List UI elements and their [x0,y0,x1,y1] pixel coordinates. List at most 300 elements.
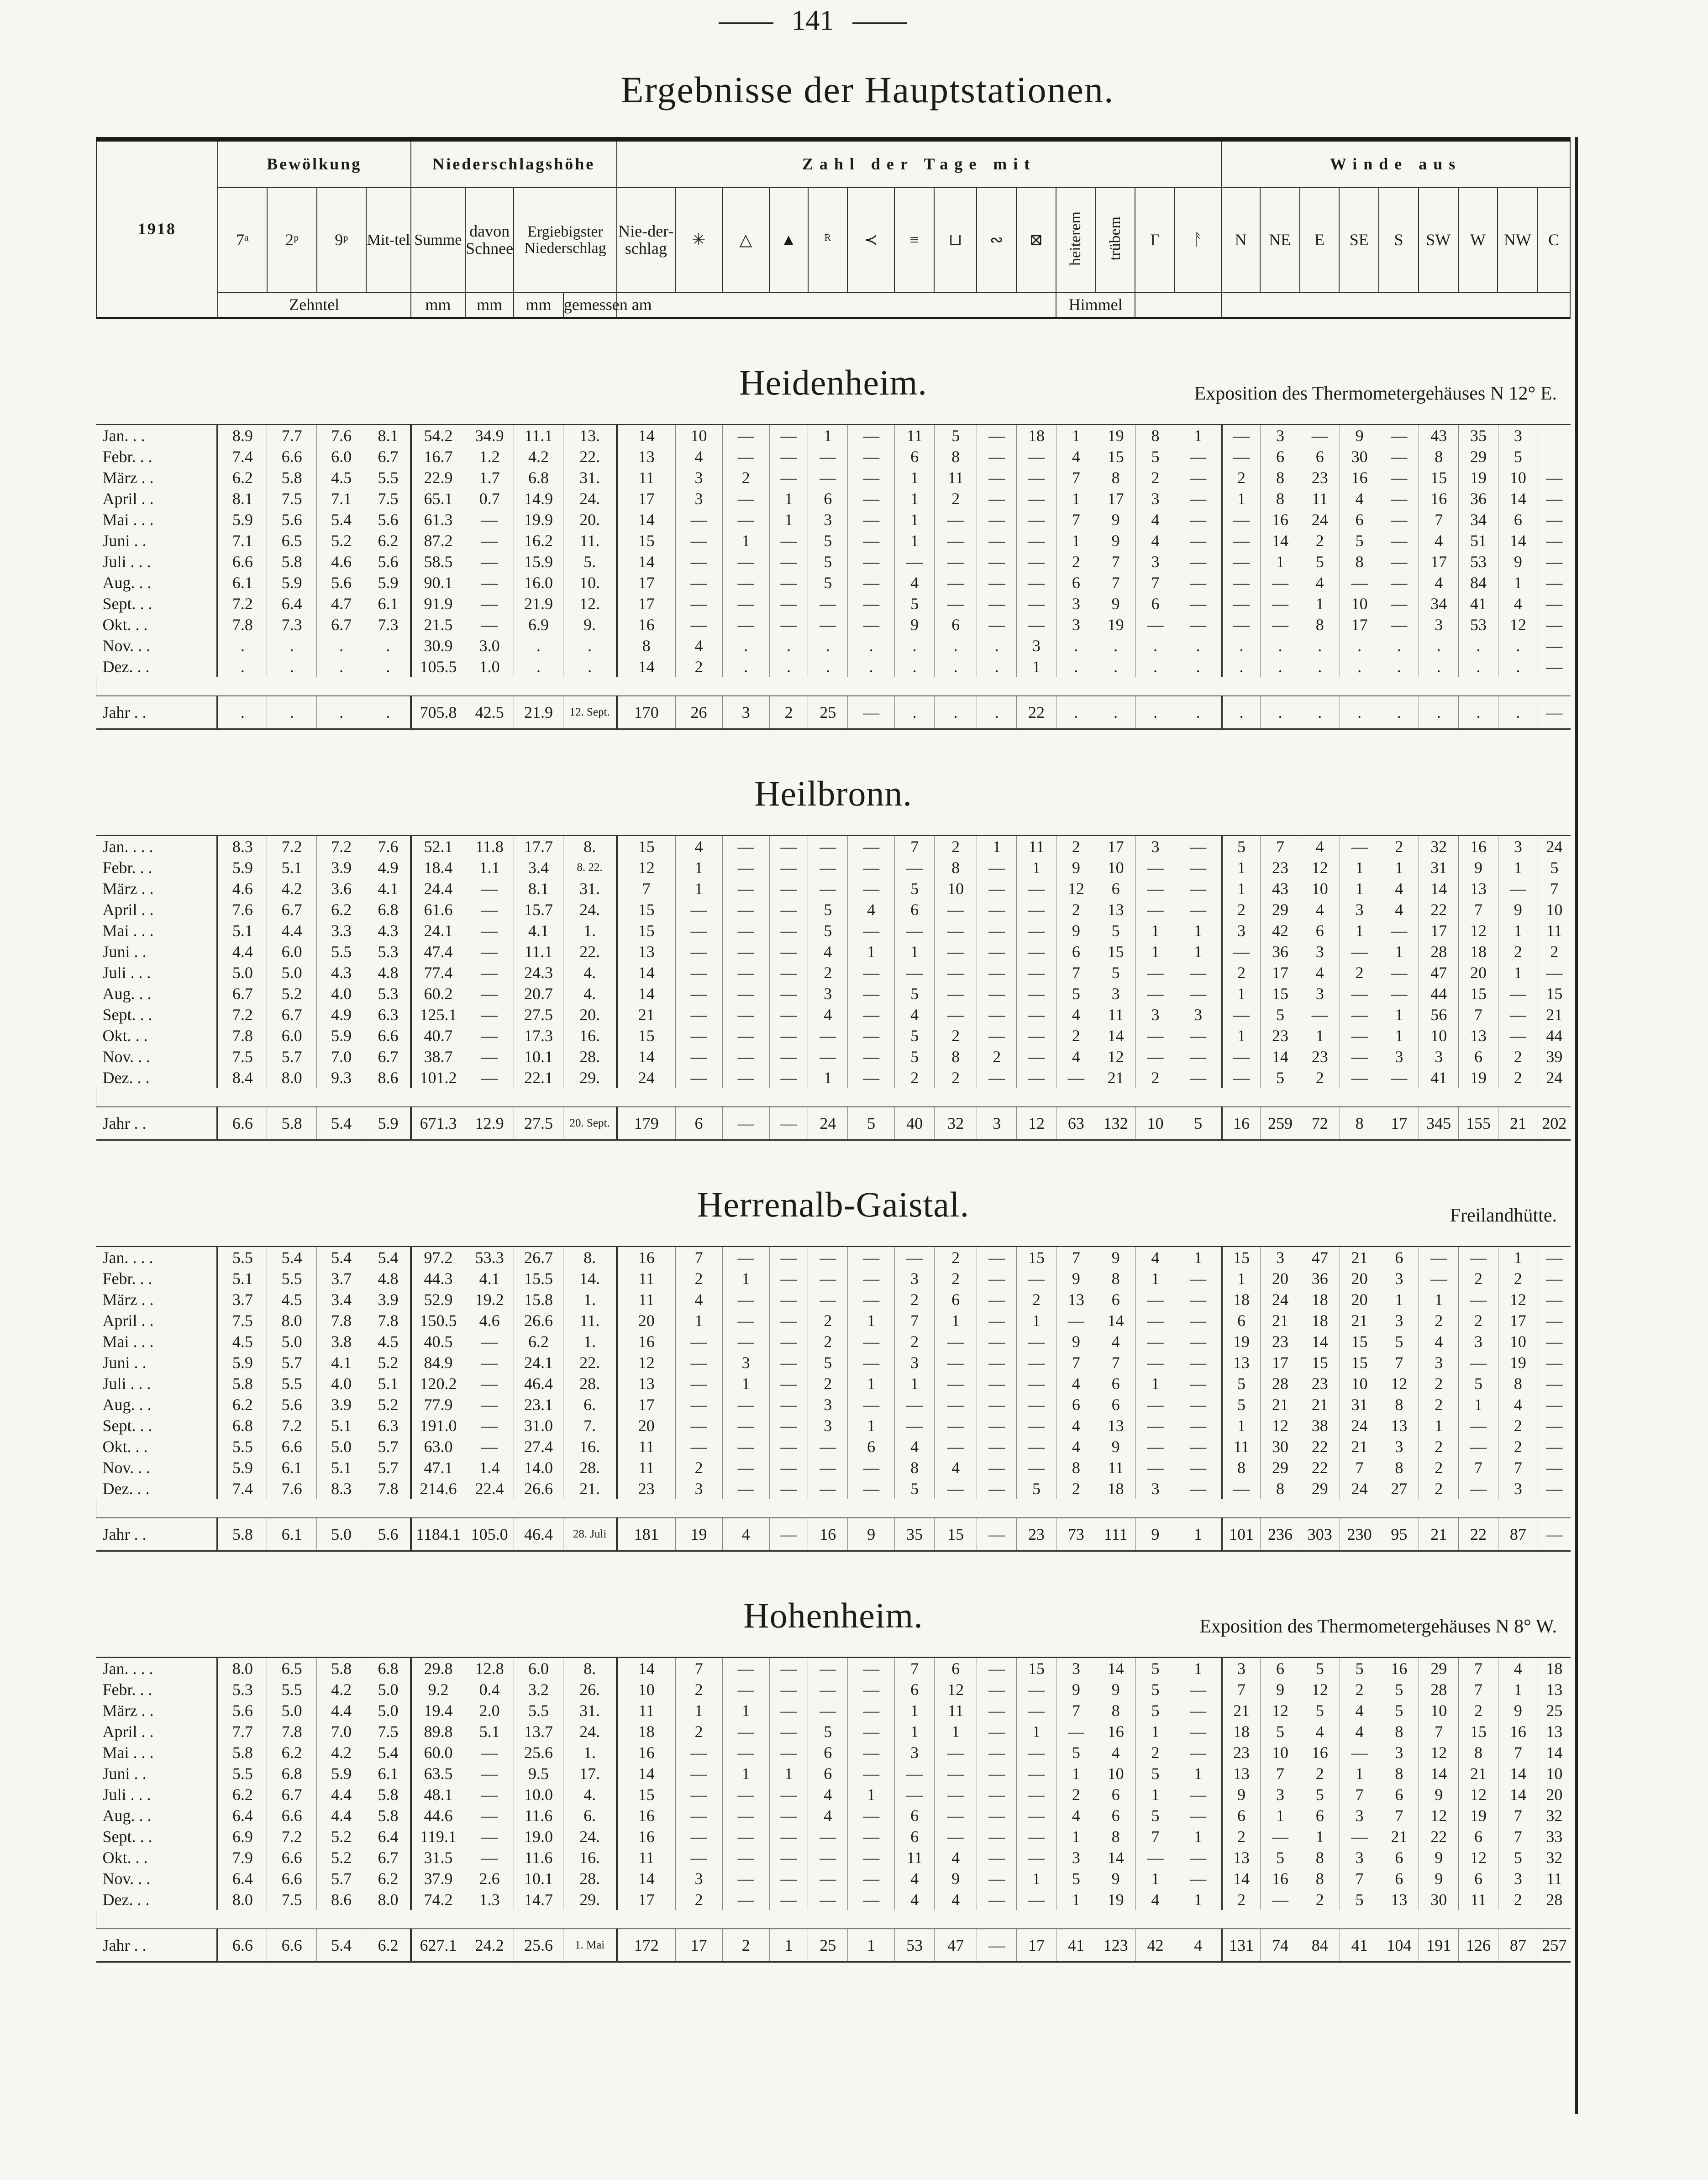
cell-cmean: 4.1 [366,878,411,899]
cell-ddew: — [977,920,1017,941]
cell-wsw: 9 [1419,1784,1459,1805]
cell-ww: 53 [1459,614,1498,635]
cell-ws: 1 [1379,857,1419,878]
cell-wc: — [1538,1310,1571,1331]
cell-dsnowcover: — [1017,1004,1056,1025]
cell-psnow: — [465,1025,514,1046]
month-row [96,1436,1571,1457]
cell-dfog: — [895,920,935,941]
cell-dovercast: 13 [1096,899,1135,920]
cell-dfog: 5 [895,1046,935,1067]
year-total-row [96,1929,1571,1962]
cell-we: 2 [1300,1067,1340,1088]
cell-dovercast: 19 [1096,1889,1135,1910]
cell-dsnow: 4 [675,1289,722,1310]
cell-dfrostday: . [1135,635,1175,656]
cell-dthunder: — [808,857,848,878]
cell-dhail: — [769,1805,808,1826]
cell-pdate: 11. [563,530,617,551]
row-label: Nov. . . [102,1869,151,1888]
cell-wnw: 16 [1498,1721,1538,1742]
cell-c9p: 7.8 [316,1310,366,1331]
cell-dfrost: 9 [935,1868,977,1889]
cell-pdate: 1. Mai [563,1929,617,1962]
cell-dsnowcover: 2 [1017,1289,1056,1310]
cell-wnw: 21 [1498,1107,1538,1140]
cell-c9p: 4.9 [316,1004,366,1025]
cell-psum: 125.1 [411,1004,465,1025]
cell-dclear: — [1056,1310,1096,1331]
cell-dfog: 5 [895,1478,935,1499]
cell-ww: 7 [1459,1658,1498,1680]
cell-wsw: 1 [1419,1415,1459,1436]
cell-dsleet: 3 [722,696,769,729]
cell-dfrost: — [935,1826,977,1847]
cell-pmax: 16.2 [514,530,563,551]
cell-dsnowcover: — [1017,1826,1056,1847]
cell-dsnow: 2 [675,656,722,677]
cell-wnw: 4 [1498,1394,1538,1415]
cell-diceday: — [1175,488,1222,509]
cell-psnow: — [465,509,514,530]
month-row [96,1331,1571,1352]
precip-unit-sum: mm [411,293,465,318]
month-row [96,1415,1571,1436]
cell-dfog: 5 [895,593,935,614]
cell-dthunder: 1 [808,1067,848,1088]
cell-ddew: — [977,1784,1017,1805]
cell-dfrostday: — [1135,1394,1175,1415]
row-label: Jahr . . [96,696,218,729]
cell-dprecip: 14 [617,1763,675,1784]
cell-wse: 230 [1340,1518,1379,1551]
lightning-symbol-icon: ≺ [847,188,894,293]
cell-dthunder: 1 [808,425,848,447]
cell-ww: 6 [1459,1046,1498,1067]
cell-dovercast: 18 [1096,1478,1135,1499]
cell-dprecip: 13 [617,1373,675,1394]
cell-psnow: 4.6 [465,1310,514,1331]
cell-pmax: 4.1 [514,920,563,941]
cell-dsnowcover: — [1017,551,1056,572]
cell-dlightning: — [848,920,895,941]
cell-wne: 10 [1261,1742,1300,1763]
cell-wnw: 7 [1498,1826,1538,1847]
cell-wse: — [1340,572,1379,593]
cell-wc: — [1538,962,1571,983]
cell-diceday: — [1175,1310,1222,1331]
cell-dprecip: 14 [617,1868,675,1889]
cell-dsnow: 26 [675,696,722,729]
cell-wn: 2 [1222,467,1261,488]
cell-dsleet: . [722,635,769,656]
cell-c9p: 3.3 [316,920,366,941]
cell-cmean: 5.2 [366,1394,411,1415]
cell-c7a: 7.2 [217,593,267,614]
cell-wc: 21 [1538,1004,1571,1025]
cell-ww: 41 [1459,593,1498,614]
cell-dfog: — [895,1415,935,1436]
cell-dfrostday: 3 [1135,836,1175,858]
cell-wsw: 30 [1419,1889,1459,1910]
cell-wnw: 17 [1498,1310,1538,1331]
month-row [96,941,1571,962]
cell-dfrost: 4 [935,1847,977,1868]
cell-psnow: — [465,1394,514,1415]
cell-we: 4 [1300,836,1340,858]
cell-pdate: 11. [563,1310,617,1331]
cell-dclear: 9 [1056,920,1096,941]
cell-we: 6 [1300,1805,1340,1826]
cell-diceday: — [1175,509,1222,530]
cell-dfrostday: 2 [1135,1742,1175,1763]
cell-ddew: — [977,962,1017,983]
cell-ddew: — [977,1889,1017,1910]
cell-pmax: 19.9 [514,509,563,530]
cell-dsnow: — [675,551,722,572]
cell-wne: 14 [1261,1046,1300,1067]
cell-wc: — [1538,656,1571,677]
cell-dfog: 3 [895,1268,935,1289]
cell-pmax: 3.2 [514,1679,563,1700]
cell-dsnowcover: — [1017,1268,1056,1289]
cell-dsnowcover: — [1017,1352,1056,1373]
cell-wsw: 31 [1419,857,1459,878]
cell-dhail: — [769,1268,808,1289]
row-label: Mai . . . [102,1332,154,1351]
month-row [96,1868,1571,1889]
cell-ww: 13 [1459,878,1498,899]
cell-psum: 65.1 [411,488,465,509]
cell-ws: — [1379,488,1419,509]
wind-col-ne: NE [1260,188,1300,293]
cell-diceday: — [1175,467,1222,488]
cell-dovercast: 4 [1096,1742,1135,1763]
cell-dprecip: 14 [617,962,675,983]
cell-dsnowcover: — [1017,1331,1056,1352]
cell-dsnow: — [675,1373,722,1394]
cell-wnw: 1 [1498,920,1538,941]
cell-c9p: 3.9 [316,1394,366,1415]
cell-wne: — [1261,593,1300,614]
cell-dovercast: 3 [1096,983,1135,1004]
cell-wse: — [1340,983,1379,1004]
cell-dthunder: . [808,656,848,677]
cell-dfrost: 5 [935,425,977,447]
cell-dsleet: — [722,1289,769,1310]
cell-diceday: — [1175,1373,1222,1394]
cell-ws: 8 [1379,1394,1419,1415]
cell-wn: 14 [1222,1868,1261,1889]
cell-c2p: 4.4 [267,920,317,941]
cell-wne: 43 [1261,878,1300,899]
cell-dfrostday: 5 [1135,1805,1175,1826]
cell-dlightning: — [848,1289,895,1310]
cell-ddew: — [977,425,1017,447]
cell-ws: 7 [1379,1805,1419,1826]
cell-dsleet: — [722,1679,769,1700]
wind-col-e: E [1300,188,1340,293]
cell-we: 38 [1300,1415,1340,1436]
cell-dfrostday: — [1135,1046,1175,1067]
cell-wnw: 1 [1498,572,1538,593]
cell-wsw: 56 [1419,1004,1459,1025]
cell-wnw: . [1498,656,1538,677]
cell-pdate: 1. [563,1289,617,1310]
cell-psnow: — [465,1742,514,1763]
cell-wse: 5 [1340,1889,1379,1910]
cell-wnw: — [1498,878,1538,899]
cell-dsnow: — [675,1847,722,1868]
cell-dfrost: — [935,1415,977,1436]
cell-diceday: — [1175,1700,1222,1721]
cell-c9p: . [316,696,366,729]
cell-wn: 5 [1222,836,1261,858]
cell-c7a: 5.3 [217,1679,267,1700]
cell-ww: 19 [1459,1805,1498,1826]
cell-dsleet: — [722,857,769,878]
cell-dsleet: — [722,1107,769,1140]
cell-dprecip: 15 [617,1025,675,1046]
cell-c9p: 5.2 [316,1826,366,1847]
cell-cmean: 7.3 [366,614,411,635]
cell-dclear: 63 [1056,1107,1096,1140]
cell-dovercast: 11 [1096,1004,1135,1025]
cell-wnw: 9 [1498,551,1538,572]
row-label: Juni . . [102,1764,147,1783]
cell-dclear: 9 [1056,1268,1096,1289]
cell-pmax: 15.5 [514,1268,563,1289]
cell-dlightning: 1 [848,941,895,962]
cell-pdate: 20. [563,1004,617,1025]
station-heading [96,1141,1571,1246]
cell-psnow: 3.0 [465,635,514,656]
cell-wc: 2 [1538,941,1571,962]
cell-dclear: 1 [1056,1826,1096,1847]
cell-dhail: — [769,1457,808,1478]
cell-pdate: 24. [563,1826,617,1847]
cell-we: 18 [1300,1310,1340,1331]
cell-ddew: — [977,1518,1017,1551]
cell-dfrost: — [935,899,977,920]
cell-ws: — [1379,572,1419,593]
cell-we: 4 [1300,962,1340,983]
cell-ww: 7 [1459,1679,1498,1700]
row-label: Juli . . . [102,1785,151,1804]
spacer-row [96,1910,1571,1929]
cell-wne: 12 [1261,1415,1300,1436]
cell-wnw: 12 [1498,1289,1538,1310]
cell-c7a: 4.4 [217,941,267,962]
month-row [96,1742,1571,1763]
row-label: April . . [102,1311,154,1330]
spacer-row [96,677,1571,696]
month-row [96,614,1571,635]
cell-wne: 14 [1261,530,1300,551]
cell-wc: 13 [1538,1721,1571,1742]
cell-c7a: 5.8 [217,1742,267,1763]
cell-dthunder: 6 [808,1763,848,1784]
cell-dovercast: 19 [1096,614,1135,635]
cell-psnow: 1.1 [465,857,514,878]
cell-wn: 5 [1222,1394,1261,1415]
cell-dclear: 6 [1056,1394,1096,1415]
cell-ws: 1 [1379,1025,1419,1046]
cell-dsnowcover: 12 [1017,1107,1056,1140]
cell-dfrost: . [935,635,977,656]
row-label: Dez. . . [102,1069,150,1087]
cell-dclear: 4 [1056,1373,1096,1394]
cell-dfog: 6 [895,1805,935,1826]
cell-c9p: 6.0 [316,446,366,467]
cell-dsnowcover: — [1017,1679,1056,1700]
cell-psnow: 19.2 [465,1289,514,1310]
precip-unit-date [563,293,652,318]
cell-dprecip: 179 [617,1107,675,1140]
cell-dsnow: 3 [675,1868,722,1889]
cell-c7a: 5.8 [217,1373,267,1394]
cell-dfrost: 2 [935,836,977,858]
cell-dlightning: 1 [848,1784,895,1805]
cell-dclear: 8 [1056,1457,1096,1478]
cell-c2p: 5.0 [267,1700,317,1721]
cell-dclear: 7 [1056,1700,1096,1721]
cell-dsnow: — [675,1025,722,1046]
cell-pmax: 6.9 [514,614,563,635]
cell-c7a: 5.9 [217,1457,267,1478]
page-number: 141 [676,5,950,37]
cell-dfrost: — [935,1352,977,1373]
cell-psum: 18.4 [411,857,465,878]
cell-pdate: 28. [563,1868,617,1889]
cell-dfrost: — [935,551,977,572]
cell-dsnow: — [675,1742,722,1763]
row-label: Febr. . . [102,1269,152,1288]
cell-c2p: 5.8 [267,551,317,572]
cell-cmean: 6.7 [366,446,411,467]
cell-dthunder: 5 [808,551,848,572]
cell-dfrostday: 2 [1135,1067,1175,1088]
cell-diceday: — [1175,1847,1222,1868]
cell-ww: 16 [1459,836,1498,858]
cell-dclear: 7 [1056,1247,1096,1269]
cell-pmax: 27.5 [514,1004,563,1025]
cell-dprecip: 12 [617,1352,675,1373]
snow-symbol-icon: ✳ [675,188,722,293]
cell-wc: — [1538,1247,1571,1269]
cell-dfog: 1 [895,1700,935,1721]
cell-pmax: 10.1 [514,1868,563,1889]
cell-psum: 19.4 [411,1700,465,1721]
cell-c2p: 6.6 [267,1805,317,1826]
cell-ws: 8 [1379,1721,1419,1742]
cell-pdate: 28. [563,1373,617,1394]
cell-dclear: 7 [1056,962,1096,983]
cell-pmax: 11.6 [514,1805,563,1826]
cell-cmean: 6.7 [366,1046,411,1067]
cell-diceday: 1 [1175,425,1222,447]
cell-wse: — [1340,1742,1379,1763]
cell-wne: 3 [1261,1784,1300,1805]
cell-dlightning: . [848,656,895,677]
cell-wc: 14 [1538,1742,1571,1763]
clouds-col-7a: 7ᵃ [218,188,267,293]
cell-dlightning: 1 [848,1310,895,1331]
cell-dsleet: 1 [722,1373,769,1394]
cell-we: 4 [1300,1721,1340,1742]
cell-wse: 41 [1340,1929,1379,1962]
cell-dfrostday: . [1135,656,1175,677]
cell-ddew: — [977,446,1017,467]
cell-dthunder: — [808,1700,848,1721]
cell-dhail: — [769,1721,808,1742]
cell-pmax: 15.8 [514,1289,563,1310]
cell-dovercast: 9 [1096,509,1135,530]
cell-pdate: 10. [563,572,617,593]
cell-wn: 18 [1222,1289,1261,1310]
cell-c7a: 8.3 [217,836,267,858]
station-data-table [96,424,1571,730]
cell-c9p: 5.4 [316,509,366,530]
cell-dclear: 6 [1056,572,1096,593]
cell-dclear: 41 [1056,1929,1096,1962]
cell-psum: 40.5 [411,1331,465,1352]
cell-dhail: — [769,1394,808,1415]
cell-c7a: 6.4 [217,1868,267,1889]
month-row [96,1352,1571,1373]
cell-dclear: . [1056,635,1096,656]
cell-dprecip: 21 [617,1004,675,1025]
cell-dhail: — [769,1742,808,1763]
cell-ww: 12 [1459,1784,1498,1805]
cell-wn: 6 [1222,1805,1261,1826]
cell-psnow: — [465,1784,514,1805]
cell-ddew: 2 [977,1046,1017,1067]
row-label: Dez. . . [102,658,150,676]
cell-dfog: 5 [895,878,935,899]
cell-dfog: 4 [895,1889,935,1910]
cell-dsleet: — [722,962,769,983]
cell-dfrostday: 5 [1135,1763,1175,1784]
cell-wn: — [1222,593,1261,614]
cell-ddew: — [977,1025,1017,1046]
cell-dhail: — [769,1700,808,1721]
cell-dfrostday: — [1135,1289,1175,1310]
cell-dprecip: 12 [617,857,675,878]
cell-we: 4 [1300,572,1340,593]
cell-ww: — [1459,1436,1498,1457]
cell-dlightning: 9 [848,1518,895,1551]
stations-container [96,319,1571,1963]
cell-psum: 52.1 [411,836,465,858]
cell-dhail: — [769,983,808,1004]
cell-dclear: 6 [1056,941,1096,962]
month-row [96,857,1571,878]
cell-dfog: — [895,857,935,878]
cell-dthunder: 2 [808,1310,848,1331]
cell-dlightning: — [848,1679,895,1700]
cell-dclear: 4 [1056,1046,1096,1067]
cell-wc: 32 [1538,1805,1571,1826]
cell-wse: 4 [1340,1700,1379,1721]
cell-diceday: — [1175,1784,1222,1805]
cell-dlightning: — [848,878,895,899]
cell-psum: 21.5 [411,614,465,635]
cell-c2p: 6.0 [267,1025,317,1046]
cell-wnw: 3 [1498,836,1538,858]
cell-we: 6 [1300,920,1340,941]
cell-ww: — [1459,1247,1498,1269]
